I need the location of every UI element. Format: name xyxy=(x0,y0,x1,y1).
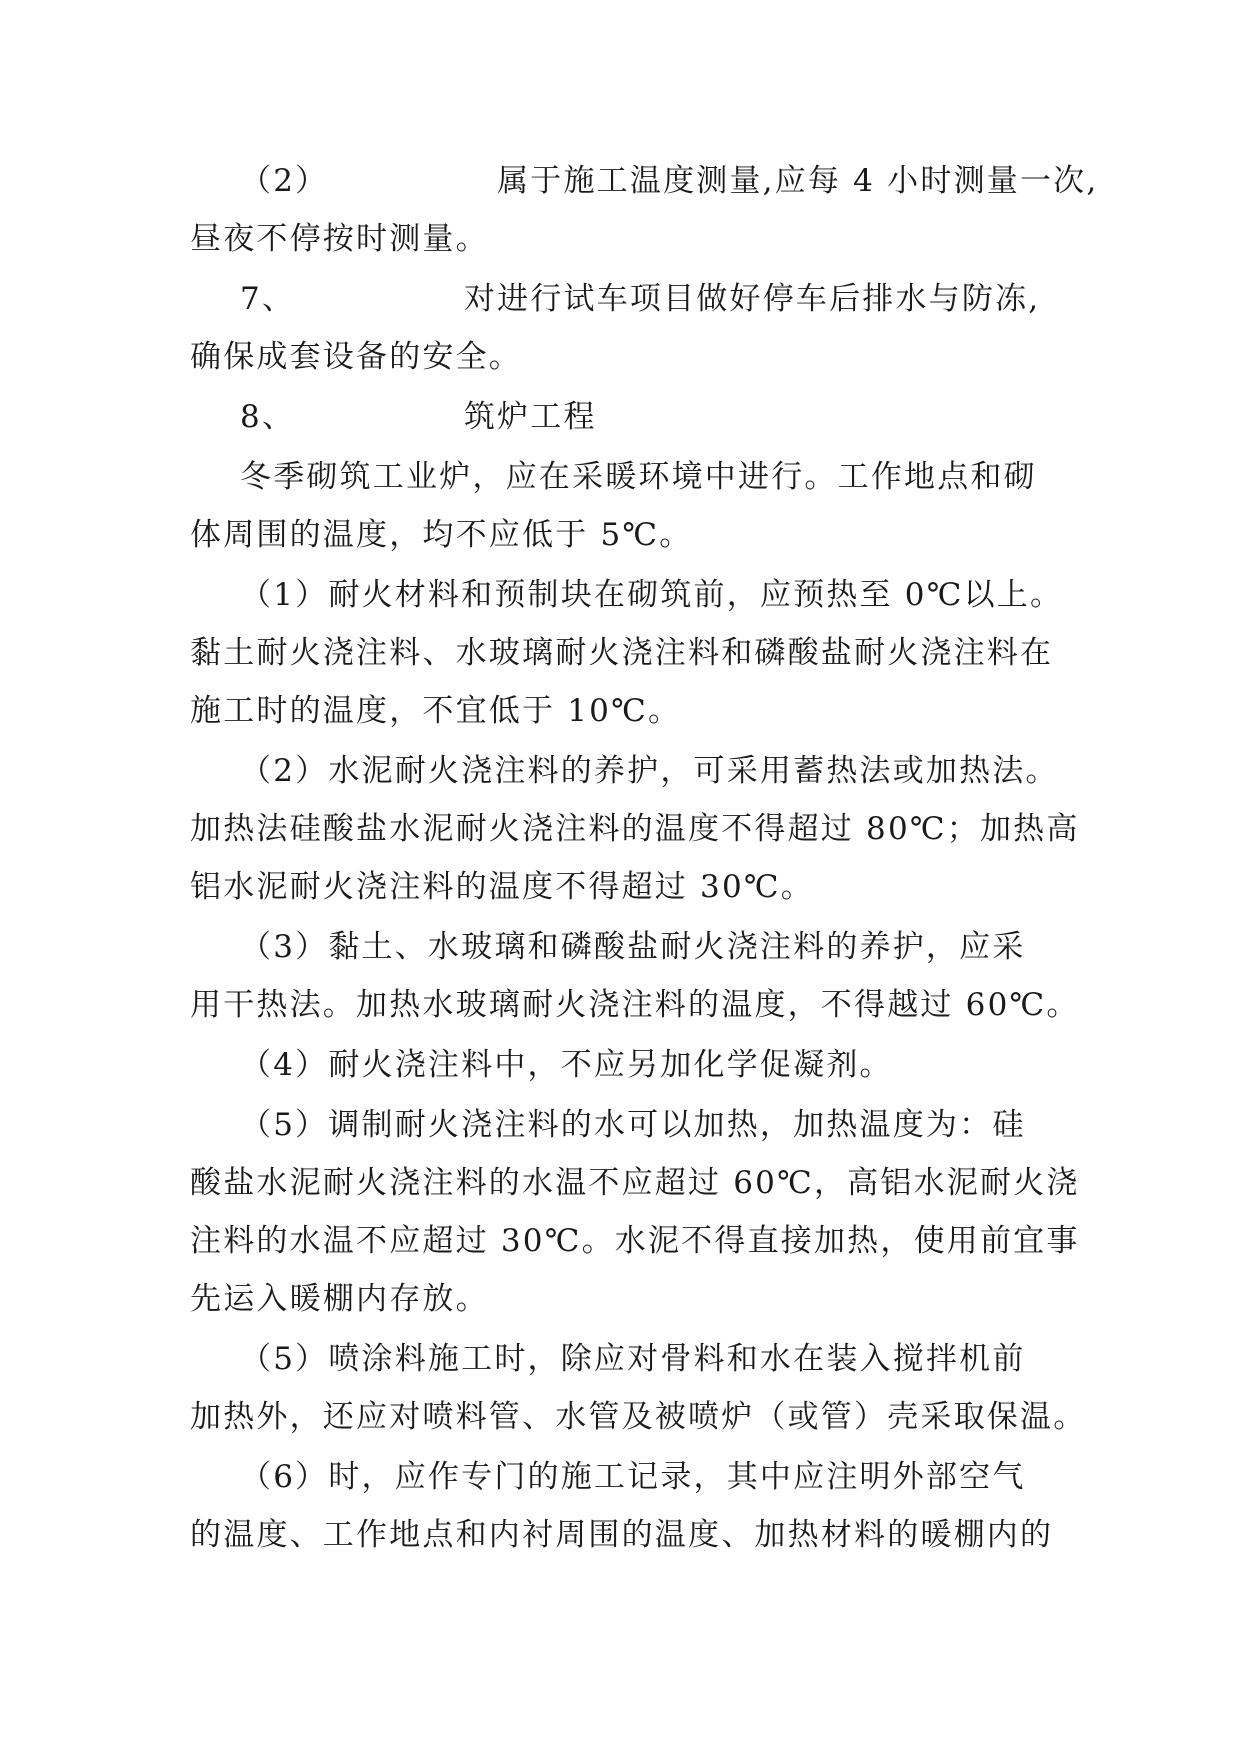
paragraph-line: （5）调制耐火浇注料的水可以加热，加热温度为：硅 xyxy=(240,1107,1026,1143)
paragraph-line: 7、 对进行试车项目做好停车后排水与防冻, xyxy=(240,281,1041,317)
paragraph-line: 的温度、工作地点和内衬周围的温度、加热材料的暖棚内的 xyxy=(190,1517,1054,1553)
paragraph-line: 加热法硅酸盐水泥耐火浇注料的温度不得超过 80℃；加热高 xyxy=(190,811,1080,847)
paragraph-line: 铝水泥耐火浇注料的温度不得超过 30℃。 xyxy=(190,869,814,905)
paragraph-line: （2） 属于施工温度测量,应每 4 小时测量一次, xyxy=(240,163,1099,199)
paragraph-line: （4）耐火浇注料中，不应另加化学促凝剂。 xyxy=(240,1047,893,1083)
paragraph-line: （3）黏土、水玻璃和磷酸盐耐火浇注料的养护，应采 xyxy=(240,929,1026,965)
paragraph-line: （5）喷涂料施工时，除应对骨料和水在装入搅拌机前 xyxy=(240,1341,1026,1377)
paragraph-line: 注料的水温不应超过 30℃。水泥不得直接加热，使用前宜事 xyxy=(190,1223,1080,1259)
paragraph-line: （2）水泥耐火浇注料的养护，可采用蓄热法或加热法。 xyxy=(240,753,1059,789)
paragraph-line: 加热外，还应对喷料管、水管及被喷炉（或管）壳采取保温。 xyxy=(190,1399,1087,1435)
paragraph-line: 黏土耐火浇注料、水玻璃耐火浇注料和磷酸盐耐火浇注料在 xyxy=(190,635,1054,671)
paragraph-line: 酸盐水泥耐火浇注料的水温不应超过 60℃，高铝水泥耐火浇 xyxy=(190,1165,1080,1201)
document-body xyxy=(190,152,1099,1564)
paragraph-line: （6）时，应作专门的施工记录，其中应注明外部空气 xyxy=(240,1459,1026,1495)
paragraph-line: 用干热法。加热水玻璃耐火浇注料的温度，不得越过 60℃。 xyxy=(190,987,1080,1023)
paragraph-line: 昼夜不停按时测量。 xyxy=(190,221,489,257)
section-heading: 8、 筑炉工程 xyxy=(240,399,597,435)
paragraph-line: 冬季砌筑工业炉，应在采暖环境中进行。工作地点和砌 xyxy=(240,459,1037,495)
paragraph-line: 先运入暖棚内存放。 xyxy=(190,1281,489,1317)
paragraph-line: 确保成套设备的安全。 xyxy=(190,339,522,375)
paragraph-line: 体周围的温度，均不应低于 5℃。 xyxy=(190,517,693,553)
paragraph-line: （1）耐火材料和预制块在砌筑前，应预热至 0℃以上。 xyxy=(240,577,1064,613)
paragraph-line: 施工时的温度，不宜低于 10℃。 xyxy=(190,693,682,729)
